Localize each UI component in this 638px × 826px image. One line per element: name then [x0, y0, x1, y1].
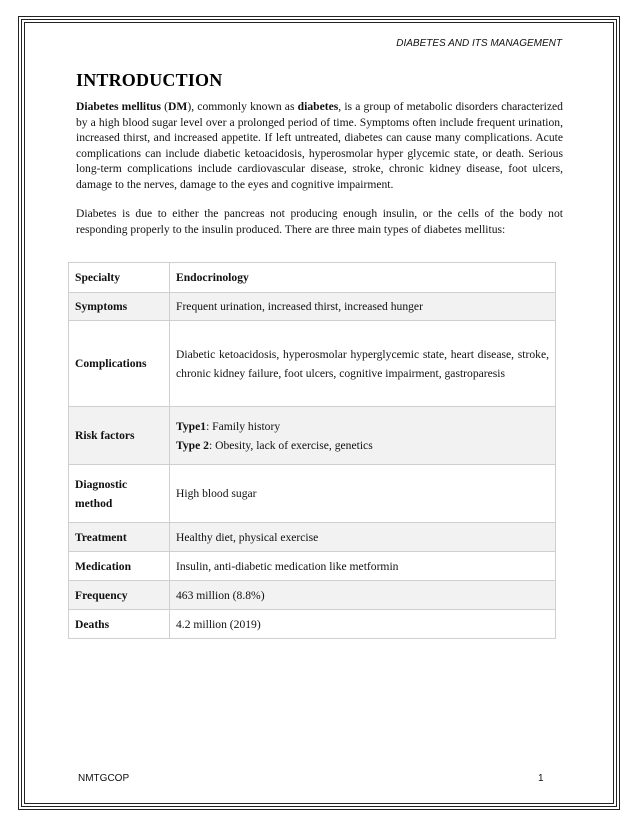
label-frequency: Frequency: [69, 581, 170, 610]
footer-institution: NMTGCOP: [78, 773, 130, 784]
term-diabetes: diabetes: [297, 100, 339, 113]
risk-type2-value: : Obesity, lack of exercise, genetics: [208, 438, 373, 452]
section-title: INTRODUCTION: [76, 70, 223, 90]
table-row-deaths: [69, 610, 556, 639]
risk-type2-label: Type 2: [176, 438, 209, 452]
page-number: 1: [538, 773, 544, 784]
table-row-medication: [69, 552, 556, 581]
value-diagnostic: High blood sugar: [170, 465, 556, 523]
risk-type1-label: Type1: [176, 419, 207, 433]
table-row-frequency: [69, 581, 556, 610]
label-treatment: Treatment: [69, 523, 170, 552]
label-complications: Complications: [69, 321, 170, 407]
abbr-open: (: [160, 100, 169, 113]
risk-type1-value: : Family history: [206, 419, 281, 433]
intro-rest-text: , is a group of metabolic disorders characterized by a high blood sugar level over a prolonged period of time. Symptoms often include frequent urination, increased thirst, and increased appetite. If left untreated, diabetes can cause many complications. Acute complications can include diabetic ketoacidosis, hyperosmolar hyper glycemic state, or death. Serious long-term complications include cardiovascular disease, stroke, chronic kidney disease, foot ulcers, damage to the nerves, damage to the eyes and cognitive impairment.: [76, 100, 563, 191]
label-risk-factors: Risk factors: [69, 407, 170, 465]
table-row-risk-factors: [69, 407, 556, 465]
risk-type2: [176, 436, 549, 455]
term-diabetes-mellitus: Diabetes mellitus: [76, 100, 161, 113]
types-paragraph: Diabetes is due to either the pancreas not producing enough insulin, or the cells of the body not responding properly to the insulin produced. There are three main types of diabetes mellitus:: [76, 207, 563, 236]
value-specialty: Endocrinology: [170, 263, 556, 293]
label-deaths: Deaths: [69, 610, 170, 639]
label-diagnostic: [69, 465, 170, 523]
label-specialty: Specialty: [69, 263, 170, 293]
diabetes-info-table: [68, 262, 556, 639]
intro-paragraph: [76, 99, 563, 192]
value-frequency: 463 million (8.8%): [170, 581, 556, 610]
label-medication: Medication: [69, 552, 170, 581]
table-row-complications: [69, 321, 556, 407]
value-medication: Insulin, anti-diabetic medication like metformin: [170, 552, 556, 581]
risk-type1: [176, 417, 549, 436]
label-diagnostic-line2: method: [75, 496, 113, 510]
table-row-symptoms: [69, 293, 556, 321]
running-header: DIABETES AND ITS MANAGEMENT: [396, 38, 562, 49]
table-row-specialty: [69, 263, 556, 293]
value-complications: Diabetic ketoacidosis, hyperosmolar hyperglycemic state, heart disease, stroke, chronic kidney failure, foot ulcers, cognitive impairment, gastroparesis: [170, 321, 556, 407]
value-risk-factors: [170, 407, 556, 465]
label-diagnostic-line1: Diagnostic: [75, 477, 128, 491]
value-treatment: Healthy diet, physical exercise: [170, 523, 556, 552]
term-abbreviation: DM: [168, 100, 188, 113]
label-symptoms: Symptoms: [69, 293, 170, 321]
value-deaths: 4.2 million (2019): [170, 610, 556, 639]
value-symptoms: Frequent urination, increased thirst, increased hunger: [170, 293, 556, 321]
table-row-diagnostic: [69, 465, 556, 523]
commonly-known-text: ), commonly known as: [187, 100, 298, 113]
table-row-treatment: [69, 523, 556, 552]
